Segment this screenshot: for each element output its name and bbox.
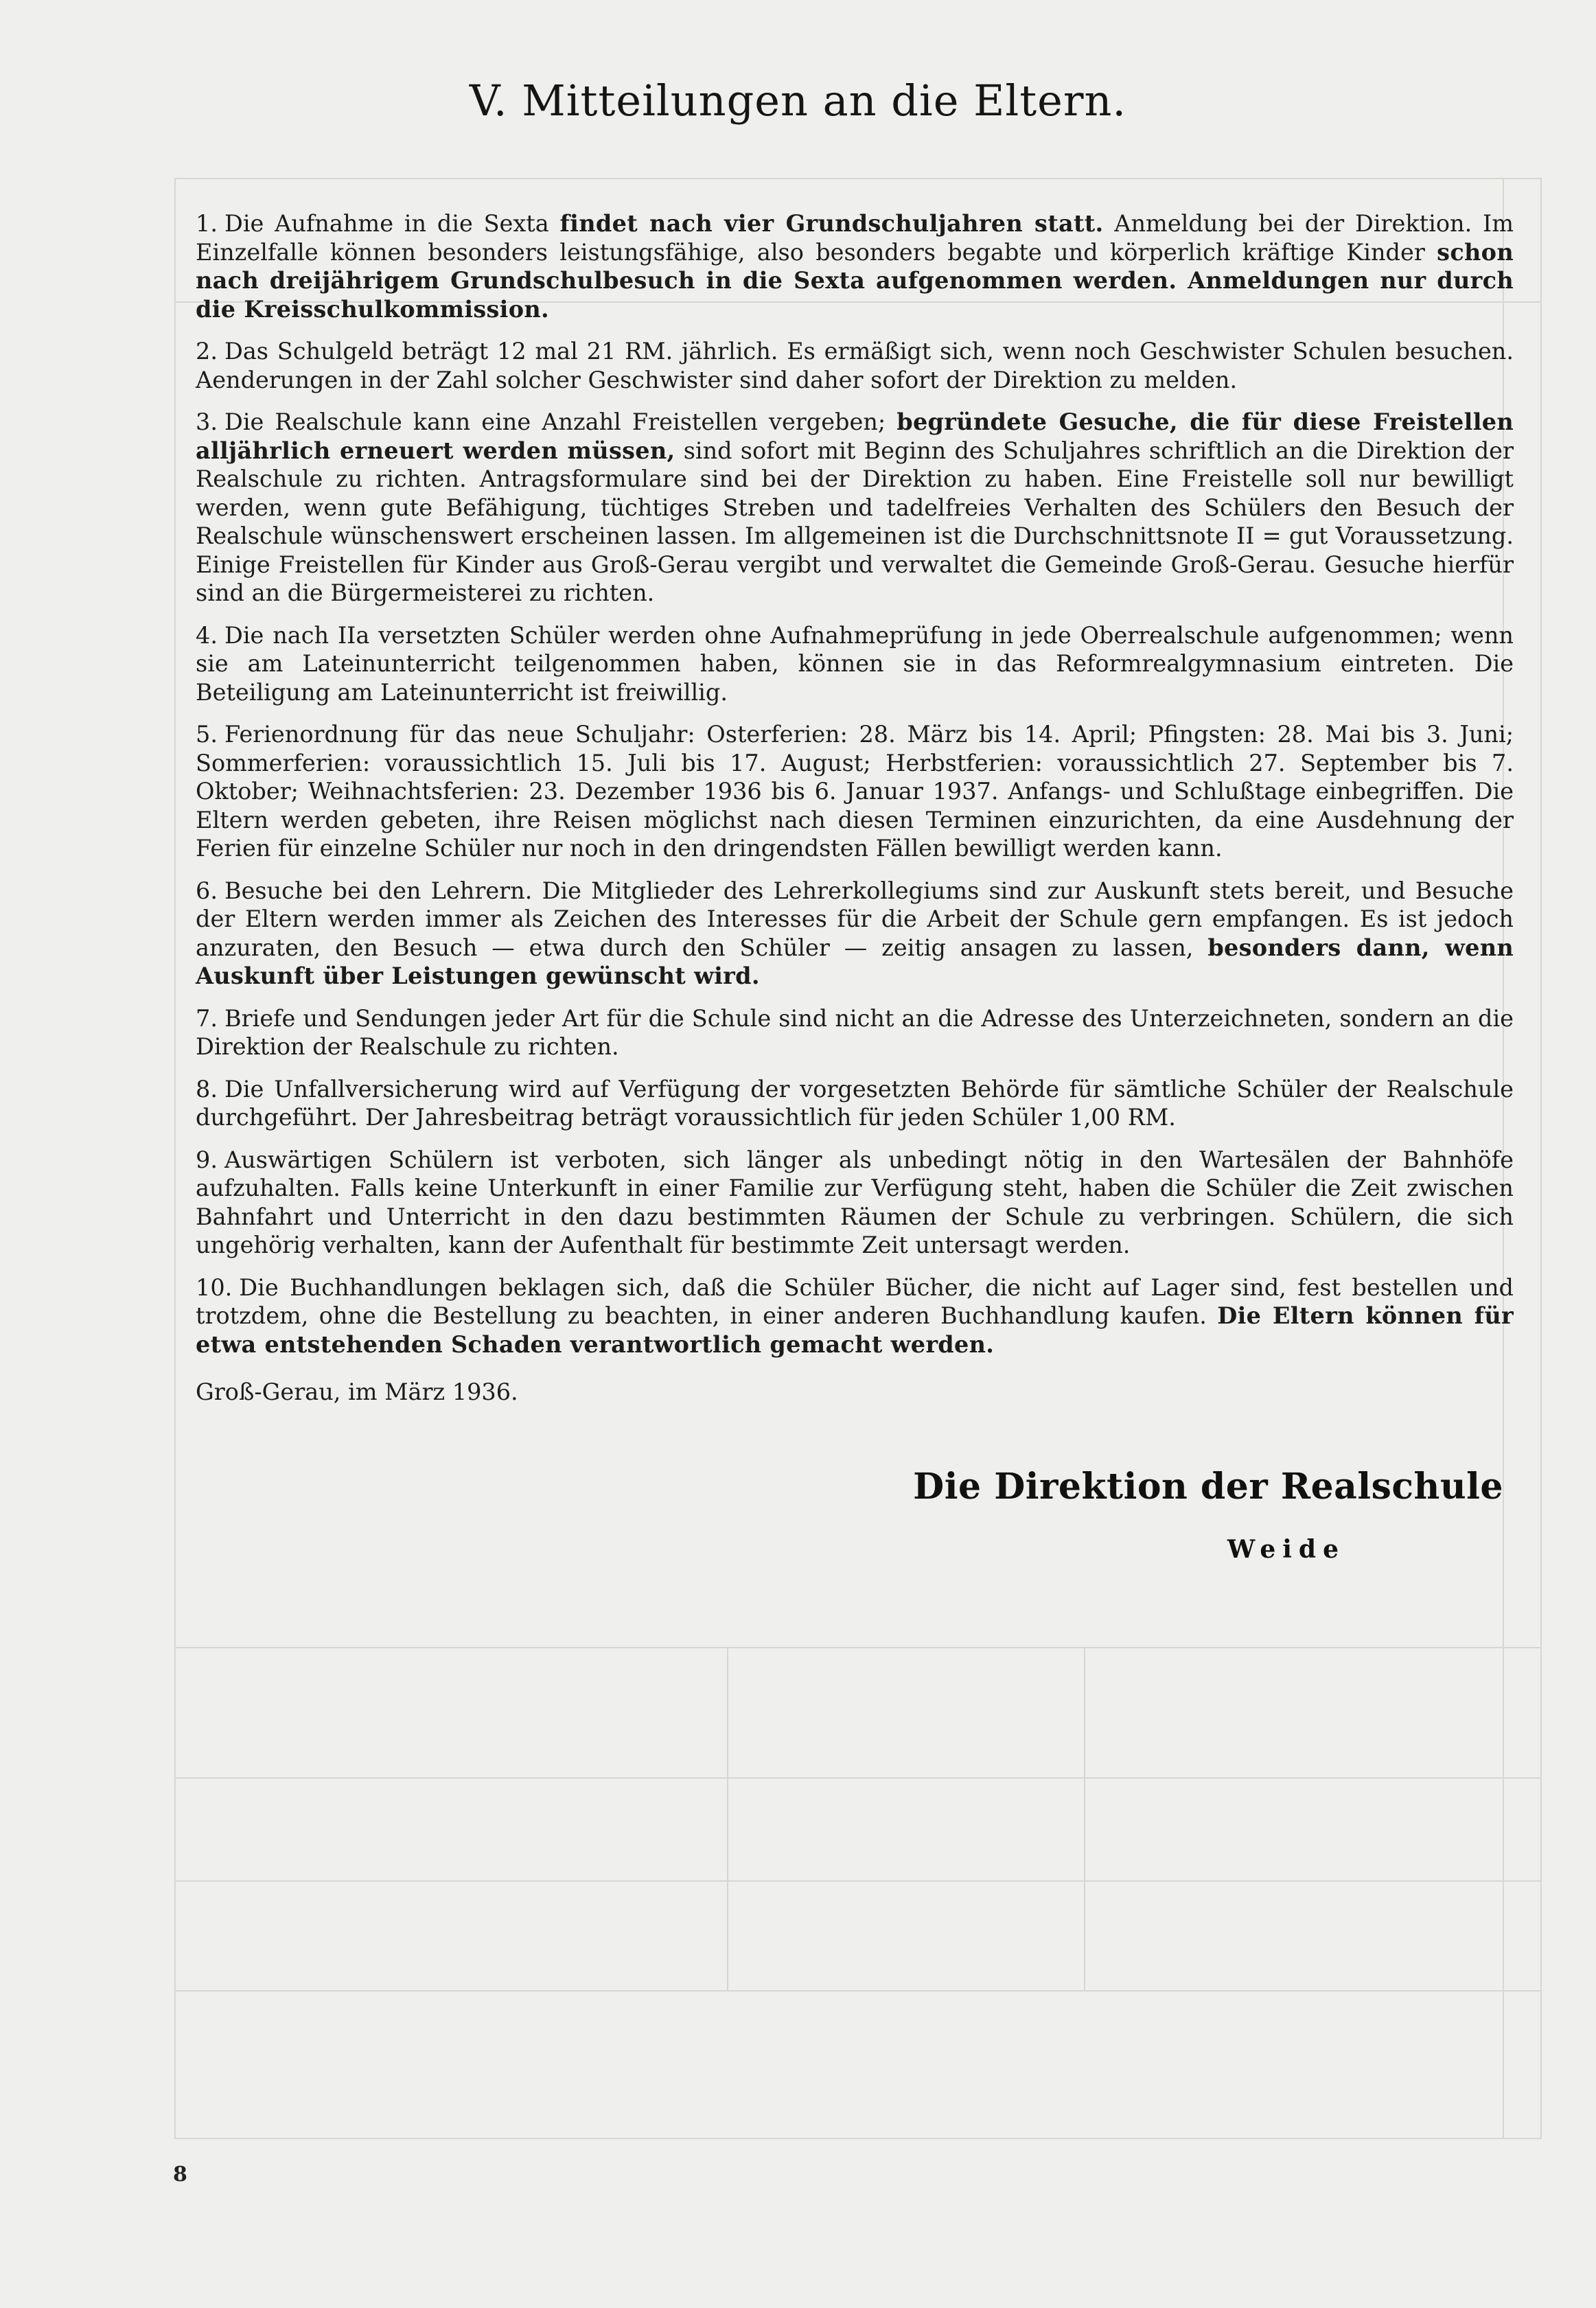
notice-text: Besuche bei den Lehrern. Die Mitglieder des Lehrerkollegiums sind zur Auskunft stets bereit, und Besuche der Eltern werden immer als Zeichen des Interesses für die Arbeit der Schule gern empfangen. Es ist jedoch anzuraten, den Besuch — etwa durch den Schüler — zeitig ansagen zu lassen, [196, 877, 1514, 961]
notice-paragraph [196, 337, 1514, 394]
notice-emphasis: besonders dann, wenn Auskunft über Leistungen gewünscht wird. [196, 934, 1514, 989]
notice-text: Die nach IIa versetzten Schüler werden ohne Aufnahmeprüfung in jede Oberrealschule aufgenommen; wenn sie am Lateinunterricht teilgenommen haben, können sie in das Reformrealgymnasium eintreten. Die Beteiligung am Lateinunterricht ist freiwillig. [196, 621, 1514, 706]
notice-text: Briefe und Sendungen jeder Art für die Schule sind nicht an die Adresse des Unterzeichneten, sondern an die Direktion der Realschule zu richten. [196, 1004, 1514, 1060]
notice-number: 10. [196, 1273, 233, 1301]
notice-text: Auswärtigen Schülern ist verboten, sich länger als unbedingt nötig in den Wartesälen der Bahnhöfe aufzuhalten. Falls keine Unterkunft in einer Familie zur Verfügung steht, haben die Schüler die Zeit zwischen Bahnfahrt und Unterricht in den dazu bestimmten Räumen der Schule zu verbringen. Schülern, die sich ungehörig verhalten, kann der Aufenthalt für bestimmte Zeit untersagt werden. [196, 1146, 1514, 1258]
notice-number: 4. [196, 621, 218, 649]
notice-paragraph [196, 1146, 1514, 1260]
notice-text: Anmeldung bei der Direktion. Im Einzelfalle können besonders leistungsfähige, also besonders begabte und körperlich kräftige Kinder [196, 210, 1514, 266]
notice-text: Die Aufnahme in die Sexta [224, 210, 560, 237]
page-number: 8 [173, 2162, 187, 2186]
notice-paragraph [196, 1273, 1514, 1359]
place-date: Groß-Gerau, im März 1936. [196, 1378, 518, 1405]
notice-paragraph [196, 720, 1514, 863]
notice-number: 8. [196, 1075, 218, 1103]
notice-number: 9. [196, 1146, 218, 1173]
signature-block [886, 1466, 1503, 1564]
notice-emphasis: Die Eltern können für etwa entstehenden Schaden verantwortlich gemacht werden. [196, 1302, 1514, 1358]
notices-list [196, 209, 1514, 1359]
signature-name: Weide [1227, 1535, 1345, 1564]
notice-text: Das Schulgeld beträgt 12 mal 21 RM. jährlich. Es ermäßigt sich, wenn noch Geschwister Schulen besuchen. Aenderungen in der Zahl solcher Geschwister sind daher sofort der Direktion zu melden. [196, 338, 1514, 393]
notice-emphasis: durch die Kreisschulkommission. [196, 267, 1514, 323]
notice-paragraph [196, 408, 1514, 608]
notice-number: 7. [196, 1004, 218, 1032]
notice-emphasis: schon nach dreijährigem Grundschulbesuch in die Sexta aufgenommen werden. Anmeldungen [196, 238, 1514, 294]
notices-body [196, 209, 1514, 1407]
notice-number: 3. [196, 408, 218, 435]
notice-paragraph [196, 621, 1514, 707]
notice-text: Die Realschule kann eine Anzahl Freistellen vergeben; [224, 408, 897, 435]
notice-emphasis: nur [1380, 267, 1426, 294]
notice-paragraph [196, 1075, 1514, 1132]
notice-emphasis: findet nach vier Grundschuljahren statt. [559, 210, 1104, 237]
notice-text: Die Buchhandlungen beklagen sich, daß die Schüler Bücher, die nicht auf Lager sind, fest bestellen und trotzdem, ohne die Bestellung zu beachten, in einer anderen Buchhandlung kaufen. [196, 1273, 1514, 1329]
notice-paragraph [196, 209, 1514, 323]
page-title: V. Mitteilungen an die Eltern. [469, 76, 1127, 126]
notice-paragraph [196, 1004, 1514, 1061]
notice-number: 1. [196, 210, 218, 237]
notice-text: sind sofort mit Beginn des Schuljahres schriftlich an die Direktion der Realschule zu richten. Antragsformulare sind bei der Direktion zu haben. Eine Freistelle soll nur bewilligt werden, wenn gute Befähigung, tüchtiges Streben und tadelfreies Verhalten des Schülers den Besuch der Realschule wünschenswert erscheinen lassen. Im allgemeinen ist die Durchschnittsnote II = gut Voraussetzung. Einige Freistellen für Kinder aus Groß-Gerau vergibt und verwaltet die Gemeinde Groß-Gerau. Gesuche hierfür sind an die Bürgermeisterei zu richten. [196, 437, 1514, 606]
notice-text: Die Unfallversicherung wird auf Verfügung der vorgesetzten Behörde für sämtliche Schüler der Realschule durchgeführt. Der Jahresbeitrag beträgt voraussichtlich für jeden Schüler 1,00 RM. [196, 1075, 1514, 1131]
notice-number: 2. [196, 338, 218, 365]
notice-text: Ferienordnung für das neue Schuljahr: Osterferien: 28. März bis 14. April; Pfingsten: 28. Mai bis 3. Juni; Sommerferien: voraussichtlich 15. Juli bis 17. August; Herbstferien: voraussichtlich 27. September bis 7. Oktober; Weihnachtsferien: 23. Dezember 1936 bis 6. Januar 1937. Anfangs- und Schlußtage einbegriffen. Die Eltern werden gebeten, ihre Reisen möglichst nach diesen Terminen einzurichten, da eine Ausdehnung der Ferien für einzelne Schüler nur noch in den dringendsten Fällen bewilligt werden kann. [196, 721, 1514, 862]
notice-number: 5. [196, 721, 218, 748]
notice-paragraph [196, 877, 1514, 991]
signature-title: Die Direktion der Realschule [913, 1466, 1503, 1508]
notice-emphasis: begründete Gesuche, die für diese Freistellen alljährlich erneuert werden müssen, [196, 408, 1514, 464]
notice-number: 6. [196, 877, 218, 904]
